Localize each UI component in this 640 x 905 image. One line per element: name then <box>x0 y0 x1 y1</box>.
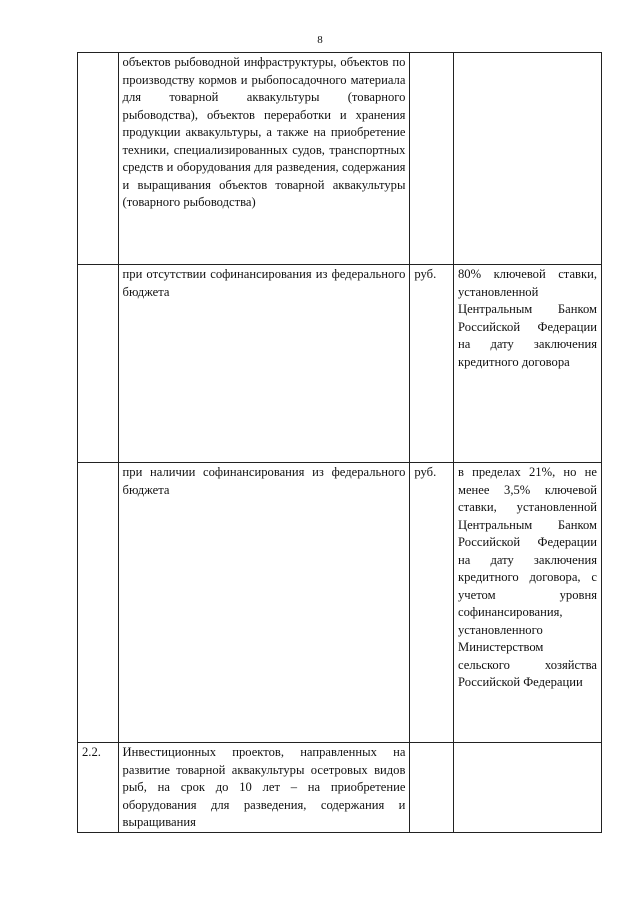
unit-cell: руб. <box>410 265 454 463</box>
rate-cell <box>454 743 602 833</box>
unit-cell: руб. <box>410 463 454 743</box>
table-row <box>78 265 602 463</box>
row-number-cell: 2.2. <box>78 743 119 833</box>
rate-cell: в пределах 21%, но не менее 3,5% ключевой ставки, установленной Центральным Банком Российской Федерации на дату заключения кредитного договора, с учетом уровня софинансирования, установленного Министерством сельского хозяйства Российской Федерации <box>454 463 602 743</box>
rate-cell <box>454 53 602 265</box>
unit-cell <box>410 53 454 265</box>
row-number-cell <box>78 463 119 743</box>
description-cell: при наличии софинансирования из федерального бюджета <box>118 463 410 743</box>
description-cell: Инвестиционных проектов, направленных на развитие товарной аквакультуры осетровых видов рыб, на срок до 10 лет – на приобретение оборудования для разведения, содержания и выращивания <box>118 743 410 833</box>
description-cell: при отсутствии софинансирования из федерального бюджета <box>118 265 410 463</box>
table-row <box>78 463 602 743</box>
description-cell: объектов рыбоводной инфраструктуры, объектов по производству кормов и рыбопосадочного материала для товарной аквакультуры (товарного рыбоводства), объектов переработки и хранения продукции аквакультуры, а также на приобретение техники, специализированных судов, транспортных средств и оборудования для разведения, содержания и выращивания объектов товарной аквакультуры (товарного рыбоводства) <box>118 53 410 265</box>
row-number-cell <box>78 53 119 265</box>
table-row <box>78 743 602 833</box>
subsidy-rate-table <box>77 52 602 833</box>
table-row <box>78 53 602 265</box>
row-number-cell <box>78 265 119 463</box>
unit-cell <box>410 743 454 833</box>
page-number: 8 <box>317 34 323 46</box>
rate-cell: 80% ключевой ставки, установленной Центральным Банком Российской Федерации на дату заключения кредитного договора <box>454 265 602 463</box>
